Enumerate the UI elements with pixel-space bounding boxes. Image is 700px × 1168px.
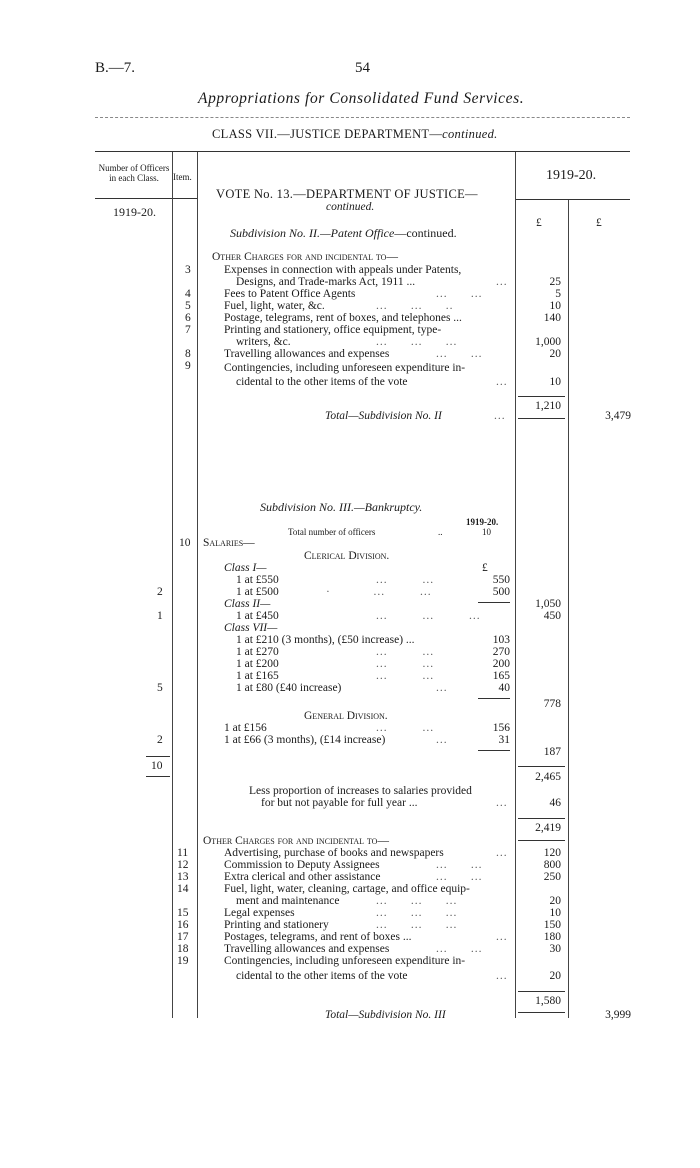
patent-item-text: Postage, telegrams, rent of boxes, and telephones ... (224, 312, 462, 324)
class-one-rule (478, 602, 510, 603)
salary-row-text: 1 at £200 (236, 658, 279, 670)
charge-item-text-cont: cidental to the other items of the vote (236, 970, 408, 982)
leader-dots: ... ... (376, 670, 435, 682)
salary-row-amount: 156 (492, 722, 510, 734)
charge-item-text-cont: ment and maintenance (236, 895, 340, 907)
leader-dots: ... (496, 797, 508, 809)
patent-item-text: Travelling allowances and expenses (224, 348, 390, 360)
general-total: 187 (543, 746, 561, 758)
item-header-rule (173, 198, 197, 199)
salary-row-text: 1 at £66 (3 months), (£14 increase) (224, 734, 386, 746)
patent-item-number: 8 (185, 348, 191, 360)
charge-item-amount: 30 (549, 943, 561, 955)
charge-item-amount: 150 (543, 919, 561, 931)
leader-dots: ... ... ... (376, 336, 458, 348)
charge-item-number: 12 (177, 859, 189, 871)
class-one-total: 1,050 (535, 598, 561, 610)
net-salaries: 2,419 (535, 822, 561, 834)
charge-item-amount: 180 (543, 931, 561, 943)
less-increases-text: Less proportion of increases to salaries provided (249, 785, 472, 797)
general-division-label: General Division. (304, 710, 388, 722)
patent-item-text: Contingencies, including unforeseen expenditure in- (224, 362, 466, 374)
patent-subdivision-heading (230, 226, 457, 241)
salaries-pound-sign: £ (482, 562, 488, 574)
bankruptcy-other-charges-heading: Other Charges for and incidental to— (203, 835, 389, 847)
leader-dots: · ... ... (326, 586, 432, 598)
leader-dots: ... (496, 376, 508, 388)
class-two-total: 450 (543, 610, 561, 622)
leader-dots: ... ... (436, 871, 483, 883)
item-column-rule (197, 152, 198, 1018)
class-heading-continued: continued. (442, 127, 498, 141)
total-column-rule (568, 200, 569, 1018)
leader-dots: ... ... ... (376, 895, 458, 907)
bankruptcy-subtotal: 1,580 (535, 995, 561, 1007)
net-salaries-bottom-rule (518, 840, 565, 841)
bankruptcy-total-label: Total—Subdivision No. III (325, 1009, 446, 1021)
salary-row-amount: 40 (498, 682, 510, 694)
patent-total-value: 3,479 (605, 410, 631, 422)
salaries-sum-rule (518, 766, 565, 767)
patent-item-text: Fees to Patent Office Agents (224, 288, 356, 300)
patent-item-number: 7 (185, 324, 191, 336)
leader-dots: ... ... .. (376, 300, 454, 312)
salary-row-text: 1 at £156 (224, 722, 267, 734)
patent-other-charges-heading: Other Charges for and incidental to— (212, 251, 398, 263)
patent-item-number: 4 (185, 288, 191, 300)
patent-item-amount: 10 (549, 376, 561, 388)
pound-sign-total: £ (596, 217, 602, 229)
clerical-division-label: Clerical Division. (304, 550, 390, 562)
page-number: 54 (355, 60, 370, 76)
charge-item-number: 15 (177, 907, 189, 919)
charge-item-amount: 250 (543, 871, 561, 883)
charge-item-amount: 800 (543, 859, 561, 871)
patent-item-text: Printing and stationery, office equipment, type- (224, 324, 442, 336)
officers-total-bottom-rule (146, 776, 170, 777)
leader-dots: ... (496, 931, 508, 943)
patent-item-text-cont: Designs, and Trade-marks Act, 1911 ... (236, 276, 416, 288)
officers-header-rule (95, 198, 172, 199)
year-column-header: 1919-20. (546, 168, 597, 183)
leader-dots: ... ... (376, 646, 435, 658)
bankruptcy-total-value: 3,999 (605, 1009, 631, 1021)
bankruptcy-officers-count: 10 (482, 527, 491, 537)
charge-item-text: Fuel, light, water, cleaning, cartage, and office equip- (224, 883, 470, 895)
leader-dots: ... (496, 276, 508, 288)
item-column-header: Item. (173, 172, 192, 182)
leader-dots: ... ... ... (376, 907, 458, 919)
leader-dots: ... ... (376, 658, 435, 670)
salary-row-amount: 165 (492, 670, 510, 682)
bankruptcy-heading: Subdivision No. III.—Bankruptcy. (260, 500, 423, 514)
leader-dots: .. (438, 527, 443, 537)
net-salaries-rule (518, 818, 565, 819)
leader-dots: ... ... ... (376, 610, 481, 622)
salary-row-officers: 5 (157, 682, 163, 694)
bankruptcy-officers-label: Total number of officers (288, 527, 376, 537)
salaries-label: Salaries— (203, 537, 255, 549)
charge-item-number: 13 (177, 871, 189, 883)
patent-item-number: 3 (185, 264, 191, 276)
patent-item-amount: 1,000 (535, 336, 561, 348)
charge-item-number: 18 (177, 943, 189, 955)
charge-item-number: 14 (177, 883, 189, 895)
less-increases-value: 46 (549, 797, 561, 809)
charge-item-number: 16 (177, 919, 189, 931)
bankruptcy-subtotal-double-rule (518, 1012, 565, 1013)
charge-item-text: Advertising, purchase of books and newspapers (224, 847, 444, 859)
class-heading-main: CLASS VII.—JUSTICE DEPARTMENT— (212, 127, 443, 141)
leader-dots: ... ... (436, 288, 483, 300)
officers-column-rule (172, 152, 173, 1018)
charge-item-text: Travelling allowances and expenses (224, 943, 390, 955)
salaries-sum: 2,465 (535, 771, 561, 783)
charge-item-text: Legal expenses (224, 907, 295, 919)
charge-item-text: Postages, telegrams, and rent of boxes ... (224, 931, 412, 943)
salary-row-amount: 270 (492, 646, 510, 658)
officers-total-top-rule (146, 756, 170, 757)
leader-dots: ... ... (436, 943, 483, 955)
patent-subtotal-rule (518, 396, 565, 397)
charge-item-amount: 20 (549, 970, 561, 982)
patent-item-text: Expenses in connection with appeals under Patents, (224, 264, 462, 276)
leader-dots: ... ... (436, 348, 483, 360)
patent-heading-main: Subdivision No. II.—Patent Office (230, 226, 395, 240)
vote-title: VOTE No. 13.—DEPARTMENT OF JUSTICE— (216, 187, 478, 201)
leader-dots: ... (436, 682, 448, 694)
charge-item-text: Commission to Deputy Assignees (224, 859, 380, 871)
salary-row-text: 1 at £210 (3 months), (£50 increase) ... (236, 634, 415, 646)
charge-item-number: 17 (177, 931, 189, 943)
leader-dots: ... (496, 970, 508, 982)
leader-dots: ... ... (376, 722, 435, 734)
patent-item-amount: 5 (555, 288, 561, 300)
patent-item-text-cont: cidental to the other items of the vote (236, 376, 408, 388)
officers-year: 1919-20. (113, 205, 156, 219)
salary-row-amount: 200 (492, 658, 510, 670)
table-top-rule (95, 151, 630, 152)
charge-item-text: Printing and stationery (224, 919, 329, 931)
salary-row-text: 1 at £165 (236, 670, 279, 682)
officers-column-header: Number of Officers in each Class. (98, 163, 170, 183)
salaries-item-number: 10 (179, 537, 191, 549)
charge-item-amount: 20 (549, 895, 561, 907)
salary-row-text: 1 at £450 (236, 610, 279, 622)
leader-dots: ... ... (436, 859, 483, 871)
salary-row-officers: 2 (157, 734, 163, 746)
year-header-rule (516, 199, 630, 200)
salary-row-officers: 2 (157, 586, 163, 598)
amount-column-rule (515, 152, 516, 1018)
charge-item-number: 19 (177, 955, 189, 967)
class-seven-label: Class VII— (224, 622, 278, 634)
salary-row-text: 1 at £550 (236, 574, 279, 586)
salary-row-text: 1 at £500 (236, 586, 279, 598)
bankruptcy-officers-year: 1919-20. (466, 517, 499, 527)
class-one-label: Class I— (224, 562, 267, 574)
patent-heading-rest: —continued. (394, 226, 457, 240)
leader-dots: ... ... ... (376, 919, 458, 931)
bankruptcy-subtotal-rule (518, 991, 565, 992)
less-increases-text-cont: for but not payable for full year ... (261, 797, 418, 809)
vote-continued: continued. (326, 201, 375, 213)
patent-item-amount: 20 (549, 348, 561, 360)
header-divider (95, 117, 630, 118)
officers-total: 10 (151, 760, 163, 772)
salary-row-amount: 550 (492, 574, 510, 586)
salary-row-text: 1 at £80 (£40 increase) (236, 682, 342, 694)
salary-row-amount: 31 (498, 734, 510, 746)
salary-row-officers: 1 (157, 610, 163, 622)
class-seven-rule (478, 698, 510, 699)
class-heading (212, 127, 498, 142)
patent-item-number: 6 (185, 312, 191, 324)
patent-subtotal-double-rule (518, 418, 565, 419)
page-title: Appropriations for Consolidated Fund Services. (198, 90, 525, 107)
salary-row-amount: 500 (492, 586, 510, 598)
salary-row-text: 1 at £270 (236, 646, 279, 658)
leader-dots: ... (436, 734, 448, 746)
doc-reference: B.—7. (95, 60, 136, 76)
salary-row-amount: 103 (492, 634, 510, 646)
patent-item-text-cont: writers, &c. (236, 336, 291, 348)
patent-item-text: Fuel, light, water, &c. (224, 300, 325, 312)
patent-subtotal: 1,210 (535, 400, 561, 412)
patent-item-number: 5 (185, 300, 191, 312)
pound-sign-amount: £ (536, 217, 542, 229)
charge-item-text: Extra clerical and other assistance (224, 871, 381, 883)
general-rule (478, 750, 510, 751)
patent-total-label: Total—Subdivision No. II (325, 410, 442, 422)
class-seven-total: 778 (543, 698, 561, 710)
charge-item-amount: 10 (549, 907, 561, 919)
leader-dots: ... (494, 410, 506, 422)
class-two-label: Class II— (224, 598, 271, 610)
leader-dots: ... (496, 847, 508, 859)
patent-item-number: 9 (185, 360, 191, 372)
leader-dots: ... ... (376, 574, 435, 586)
patent-item-amount: 140 (543, 312, 561, 324)
patent-item-amount: 25 (549, 276, 561, 288)
charge-item-amount: 120 (543, 847, 561, 859)
charge-item-number: 11 (177, 847, 189, 859)
patent-item-amount: 10 (549, 300, 561, 312)
charge-item-text: Contingencies, including unforeseen expenditure in- (224, 955, 466, 967)
